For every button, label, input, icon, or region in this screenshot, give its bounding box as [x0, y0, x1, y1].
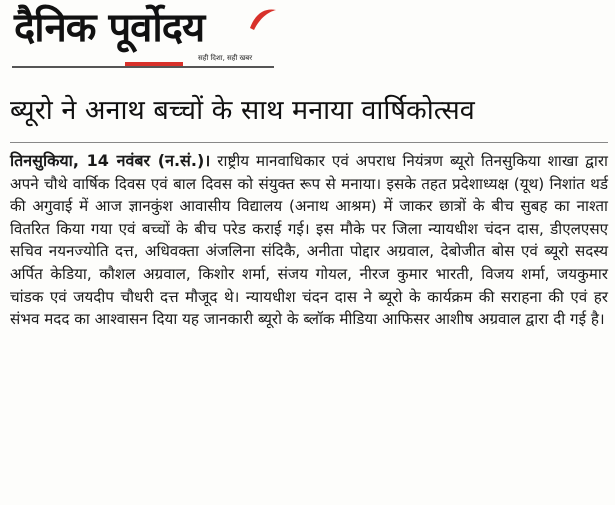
article-text: राष्ट्रीय मानवाधिकार एवं अपराध नियंत्रण ब्यूरो तिनसुकिया शाखा द्वारा अपने चौथे वार्षिक दिवस एवं बाल दिवस को संयुक्त रूप से मनाया। इसके तहत प्रदेशाध्यक्ष (यूथ) निशांत थर्ड की अगुवाई में आज ज्ञानकुंश आवासीय विद्यालय (अनाथ आश्रम) में जाकर छात्रों के बीच सुबह का नाश्ता वितरित किया गया एवं बच्चों के बीच परेड कराई गई। इस मौके पर जिला न्यायधीश चंदन दास, डीएलएसए सचिव नयनज्योति दत्त, अधिवक्ता अंजलिना संदिकै, अनीता पोद्दार अग्रवाल, देबोजीत बोस एवं ब्यूरो सदस्य अर्पित केडिया, कौशल अग्रवाल, किशोर शर्मा, संजय गोयल, नीरज कुमार भारती, विजय शर्मा, जयकुमार चांडक एवं जयदीप चौधरी दत्त मौजूद थे। न्यायधीश चंदन दास ने ब्यूरो के कार्यक्रम की सराहना की एवं हर संभव मदद का आश्वासन दिया यह जानकारी ब्यूरो के ब्लॉक मीडिया आफिसर आशीष अग्रवाल द्वारा दी गई है।: [10, 152, 608, 329]
logo-swoosh-icon: [248, 6, 278, 32]
article-body: [10, 150, 608, 331]
newspaper-tagline: सही दिशा, सही खबर: [198, 54, 253, 62]
logo-underline: [12, 66, 274, 68]
article-paragraph: [10, 150, 608, 331]
headline-divider: [10, 142, 608, 143]
newspaper-logo-title: दैनिक पूर्वोदय: [14, 5, 205, 51]
article-dateline: तिनसुकिया, 14 नवंबर (न.सं.)।: [10, 151, 211, 170]
newspaper-masthead: [0, 0, 615, 72]
article-headline: ब्यूरो ने अनाथ बच्चों के साथ मनाया वार्षिकोत्सव: [10, 95, 475, 126]
